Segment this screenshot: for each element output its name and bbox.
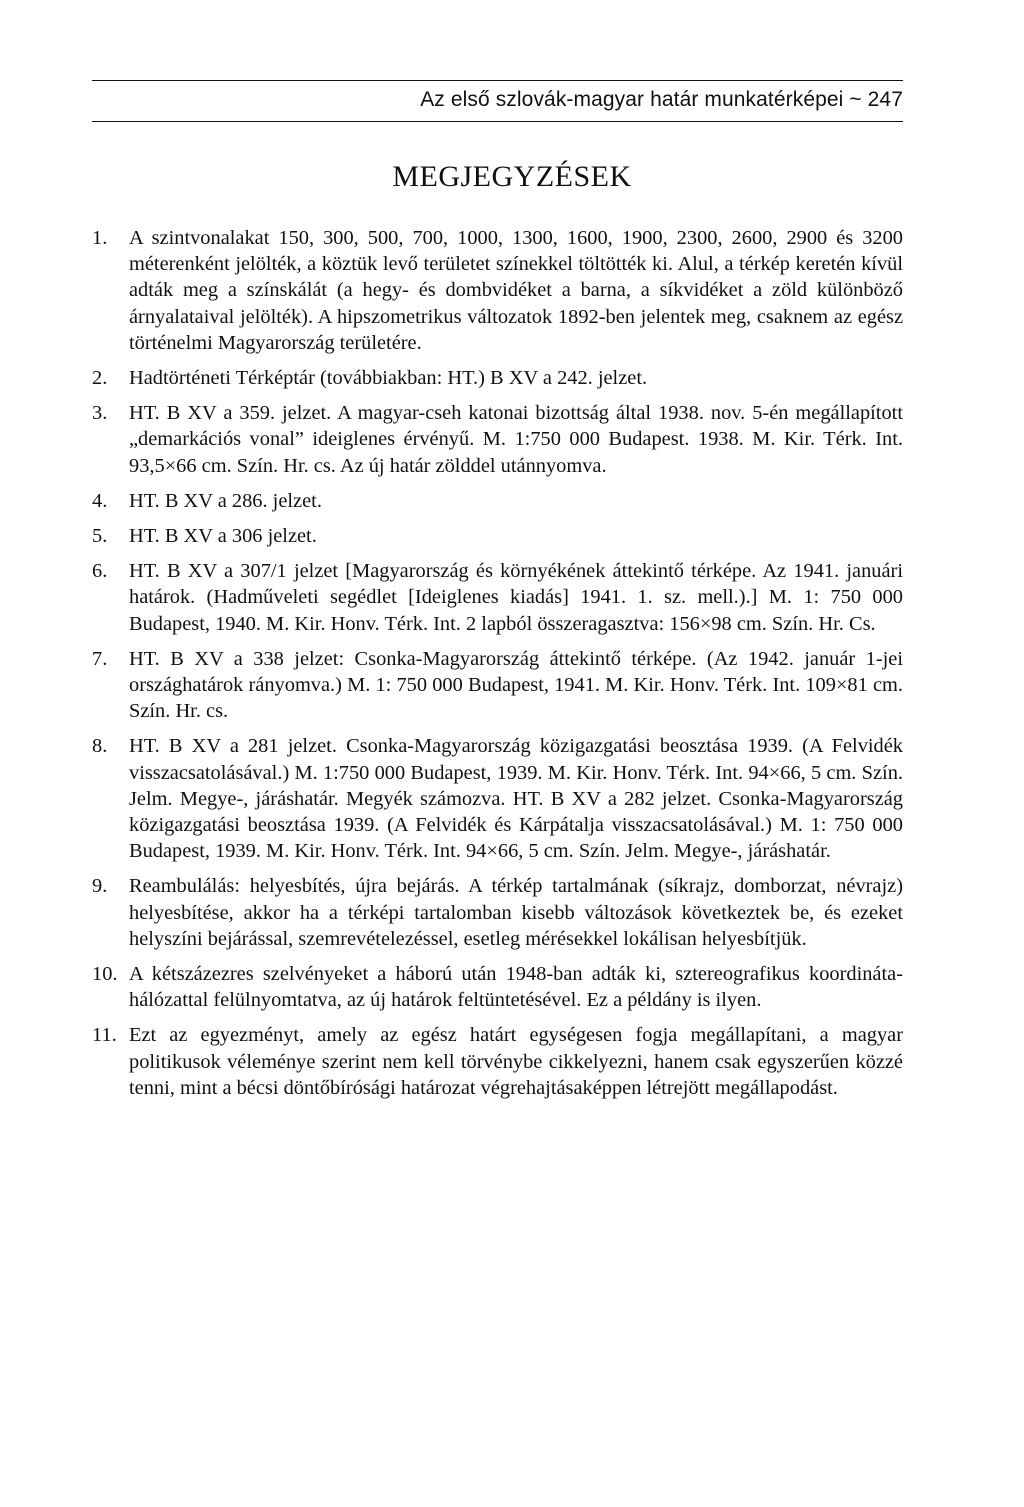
running-header: Az első szlovák-magyar határ munkatérképei ~ 247 bbox=[420, 88, 903, 111]
note-item bbox=[92, 523, 903, 549]
note-text: Hadtörténeti Térképtár (továbbiakban: HT.) B XV a 242. jelzet. bbox=[129, 367, 648, 390]
note-item bbox=[92, 1022, 903, 1101]
note-number: 6. bbox=[92, 560, 108, 583]
note-text: HT. B XV a 286. jelzet. bbox=[129, 489, 322, 512]
note-number: 2. bbox=[92, 367, 108, 390]
note-text: HT. B XV a 307/1 jelzet [Magyarország és környékének áttekintő térképe. Az 1941. januári határok. (Hadműveleti segédlet [Ideiglenes kiadás] 1941. 1. sz. mell.).] M. 1: 750 000 Budapest, 1940. M. Kir. Honv. Térk. Int. 2 lapból összeragasztva: 156×98 cm. Szín. Hr. Cs. bbox=[129, 560, 903, 635]
note-number: 5. bbox=[92, 525, 108, 548]
note-item bbox=[92, 961, 903, 1013]
note-number: 8. bbox=[92, 735, 108, 758]
note-number: 3. bbox=[92, 402, 108, 425]
note-text: Reambulálás: helyesbítés, újra bejárás. A térkép tartalmának (síkrajz, domborzat, névrajz) helyesbítése, akkor ha a térképi tartalomban kisebb változások következtek be, és ezeket helyszíni bejárással, szemrevételezéssel, esetleg mérésekkel lokálisan helyesbítjük. bbox=[129, 875, 903, 950]
note-text: Ezt az egyezményt, amely az egész határt egységesen fogja megállapítani, a magyar politikusok véleménye szerint nem kell törvénybe cikkelyezni, hanem csak egyszerűen közzé tenni, mint a bécsi döntőbírósági határozat végrehajtásaképpen létrejött megállapodást. bbox=[129, 1024, 903, 1099]
note-item bbox=[92, 225, 903, 356]
note-item bbox=[92, 558, 903, 637]
note-text: HT. B XV a 338 jelzet: Csonka-Magyarország áttekintő térképe. (Az 1942. január 1-jei országhatárok rányomva.) M. 1: 750 000 Budapest, 1941. M. Kir. Honv. Térk. Int. 109×81 cm. Szín. Hr. cs. bbox=[129, 647, 903, 723]
note-number: 9. bbox=[92, 875, 108, 898]
header-rule bbox=[92, 121, 903, 122]
note-item bbox=[92, 733, 903, 864]
note-text: HT. B XV a 281 jelzet. Csonka-Magyarország közigazgatási beosztása 1939. (A Felvidék visszacsatolásával.) M. 1:750 000 Budapest, 1939. M. Kir. Honv. Térk. Int. 94×66, 5 cm. Szín. Jelm. Megye-, járáshatár. Megyék számozva. HT. B XV a 282 jelzet. Csonka-Magyarország közigazgatási beosztása 1939. (A Felvidék és Kárpátalja visszacsatolásával.) M. 1: 750 000 Budapest, 1939. M. Kir. Honv. Térk. Int. 94×66, 5 cm. Szín. Jelm. Megye-, járáshatár. bbox=[129, 735, 903, 863]
note-number: 7. bbox=[92, 647, 108, 670]
section-title: MEGJEGYZÉSEK bbox=[392, 160, 632, 193]
note-item bbox=[92, 400, 903, 479]
note-item bbox=[92, 873, 903, 952]
note-item bbox=[92, 365, 903, 391]
notes-list bbox=[92, 225, 903, 1110]
note-item bbox=[92, 646, 903, 725]
top-rule bbox=[92, 80, 903, 81]
note-text: HT. B XV a 359. jelzet. A magyar-cseh katonai bizottság által 1938. nov. 5-én megállapított „demarkációs vonal” ideiglenes érvényű. M. 1:750 000 Budapest. 1938. M. Kir. Térk. Int. 93,5×66 cm. Szín. Hr. cs. Az új határ zölddel utánnyomva. bbox=[129, 402, 903, 477]
note-text: A kétszázezres szelvényeket a háború után 1948-ban adták ki, sztereografikus koordináta-hálózattal felülnyomtatva, az új határok feltüntetésével. Ez a példány is ilyen. bbox=[129, 963, 903, 1012]
note-number: 4. bbox=[92, 489, 108, 512]
note-item bbox=[92, 488, 903, 514]
note-number: 11. bbox=[92, 1024, 117, 1047]
note-number: 10. bbox=[92, 963, 118, 986]
note-number: 1. bbox=[92, 227, 108, 249]
note-text: HT. B XV a 306 jelzet. bbox=[129, 525, 317, 548]
note-text: A szintvonalakat 150, 300, 500, 700, 1000, 1300, 1600, 1900, 2300, 2600, 2900 és 3200 méterenként jelölték, a köztük levő területet színekkel töltötték ki. Alul, a térkép keretén kívül adták meg a színskálát (a hegy- és dombvidéket a barna, a síkvidéket a zöld különböző árnyalataival jelölték). A hipszometrikus változatok 1892-ben jelentek meg, csaknem az egész történelmi Magyarország területére. bbox=[129, 227, 903, 354]
